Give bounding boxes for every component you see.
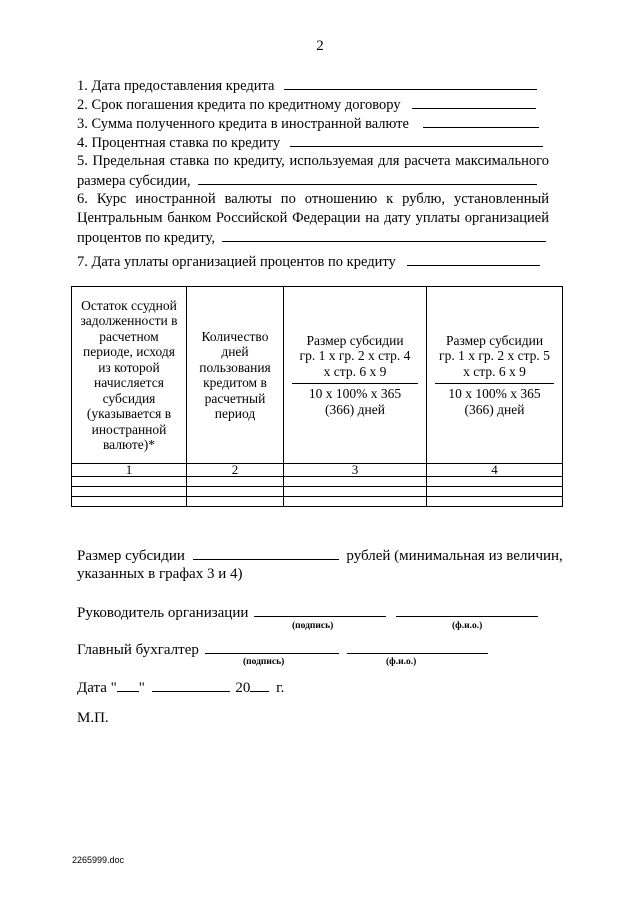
field-4-blank[interactable] (290, 133, 543, 147)
footer-filename: 2265999.doc (72, 855, 125, 865)
table-cell[interactable] (284, 487, 427, 497)
head-caption-sign: (подпись) (292, 621, 334, 631)
field-3-blank[interactable] (423, 114, 539, 128)
field-1: 1. Дата предоставления кредита (77, 76, 549, 96)
field-6: 6. Курс иностранной валюты по отношению к рублю, установленный (77, 191, 549, 207)
table-row (72, 497, 563, 507)
field-5: 5. Предельная ставка по кредиту, используемая для расчета максимального (77, 153, 549, 169)
table-row (72, 487, 563, 497)
field-1-blank[interactable] (284, 76, 537, 90)
field-7-blank[interactable] (407, 252, 540, 266)
field-2-blank[interactable] (412, 95, 536, 109)
accountant-name-blank[interactable] (347, 640, 488, 654)
table-number-row (72, 464, 563, 477)
col2-number: 2 (187, 464, 284, 477)
field-6-cont-2: процентов по кредиту, (77, 228, 549, 248)
field-5-blank[interactable] (198, 171, 537, 185)
accountant-line: Главный бухгалтер (77, 640, 488, 659)
table-cell[interactable] (187, 497, 284, 507)
head-signature-blank[interactable] (254, 603, 386, 617)
col1-number: 1 (72, 464, 187, 477)
table-cell[interactable] (72, 477, 187, 487)
col3-number: 3 (284, 464, 427, 477)
col3-header (284, 287, 427, 464)
table-header-row (72, 287, 563, 464)
table-row (72, 477, 563, 487)
col4-header (427, 287, 563, 464)
page-number: 2 (316, 38, 324, 54)
field-5-cont: размера субсидии, (77, 171, 549, 191)
subsidy-line-2: указанных в графах 3 и 4) (77, 566, 243, 582)
col4-denominator: 10 x 100% x 365 (366) дней (435, 383, 554, 417)
table-cell[interactable] (427, 497, 563, 507)
table-cell[interactable] (284, 477, 427, 487)
accountant-signature-blank[interactable] (205, 640, 339, 654)
col4-number: 4 (427, 464, 563, 477)
field-2: 2. Срок погашения кредита по кредитному договору (77, 95, 549, 115)
date-day-blank[interactable] (117, 678, 139, 692)
field-4: 4. Процентная ставка по кредиту (77, 133, 549, 153)
date-line: Дата " " 20 г. (77, 680, 285, 696)
head-caption-name: (ф.и.о.) (452, 621, 483, 631)
col3-numerator: Размер субсидии гр. 1 x гр. 2 x стр. 4 x стр. 6 x 9 (299, 332, 411, 379)
subsidy-table (71, 286, 563, 507)
col3-denominator: 10 x 100% x 365 (366) дней (292, 383, 418, 417)
table-cell[interactable] (427, 487, 563, 497)
seal-mark: М.П. (77, 710, 109, 726)
table-cell[interactable] (72, 497, 187, 507)
head-name-blank[interactable] (396, 603, 538, 617)
head-line: Руководитель организации (77, 603, 538, 622)
field-3: 3. Сумма полученного кредита в иностранной валюте (77, 114, 549, 134)
col2-header: Количество дней пользования кредитом в расчетный период (187, 287, 284, 464)
date-year-blank[interactable] (250, 678, 269, 692)
col4-numerator: Размер субсидии гр. 1 x гр. 2 x стр. 5 x стр. 6 x 9 (439, 332, 550, 379)
field-7: 7. Дата уплаты организацией процентов по кредиту (77, 252, 549, 272)
col1-header: Остаток ссудной задолженности в расчетном периоде, исходя из которой начисляется субсидия (указывается в иностранной валюте)* (72, 287, 187, 464)
field-6-cont: Центральным банком Российской Федерации на дату уплаты организацией (77, 210, 549, 226)
accountant-caption-sign: (подпись) (243, 657, 285, 667)
table-cell[interactable] (284, 497, 427, 507)
field-6-blank[interactable] (222, 228, 546, 242)
table-cell[interactable] (187, 487, 284, 497)
table-cell[interactable] (427, 477, 563, 487)
subsidy-blank[interactable] (193, 546, 339, 560)
table-cell[interactable] (187, 477, 284, 487)
table-cell[interactable] (72, 487, 187, 497)
accountant-caption-name: (ф.и.о.) (386, 657, 417, 667)
date-month-blank[interactable] (152, 678, 230, 692)
subsidy-line: Размер субсидии рублей (минимальная из величин, (77, 548, 563, 564)
